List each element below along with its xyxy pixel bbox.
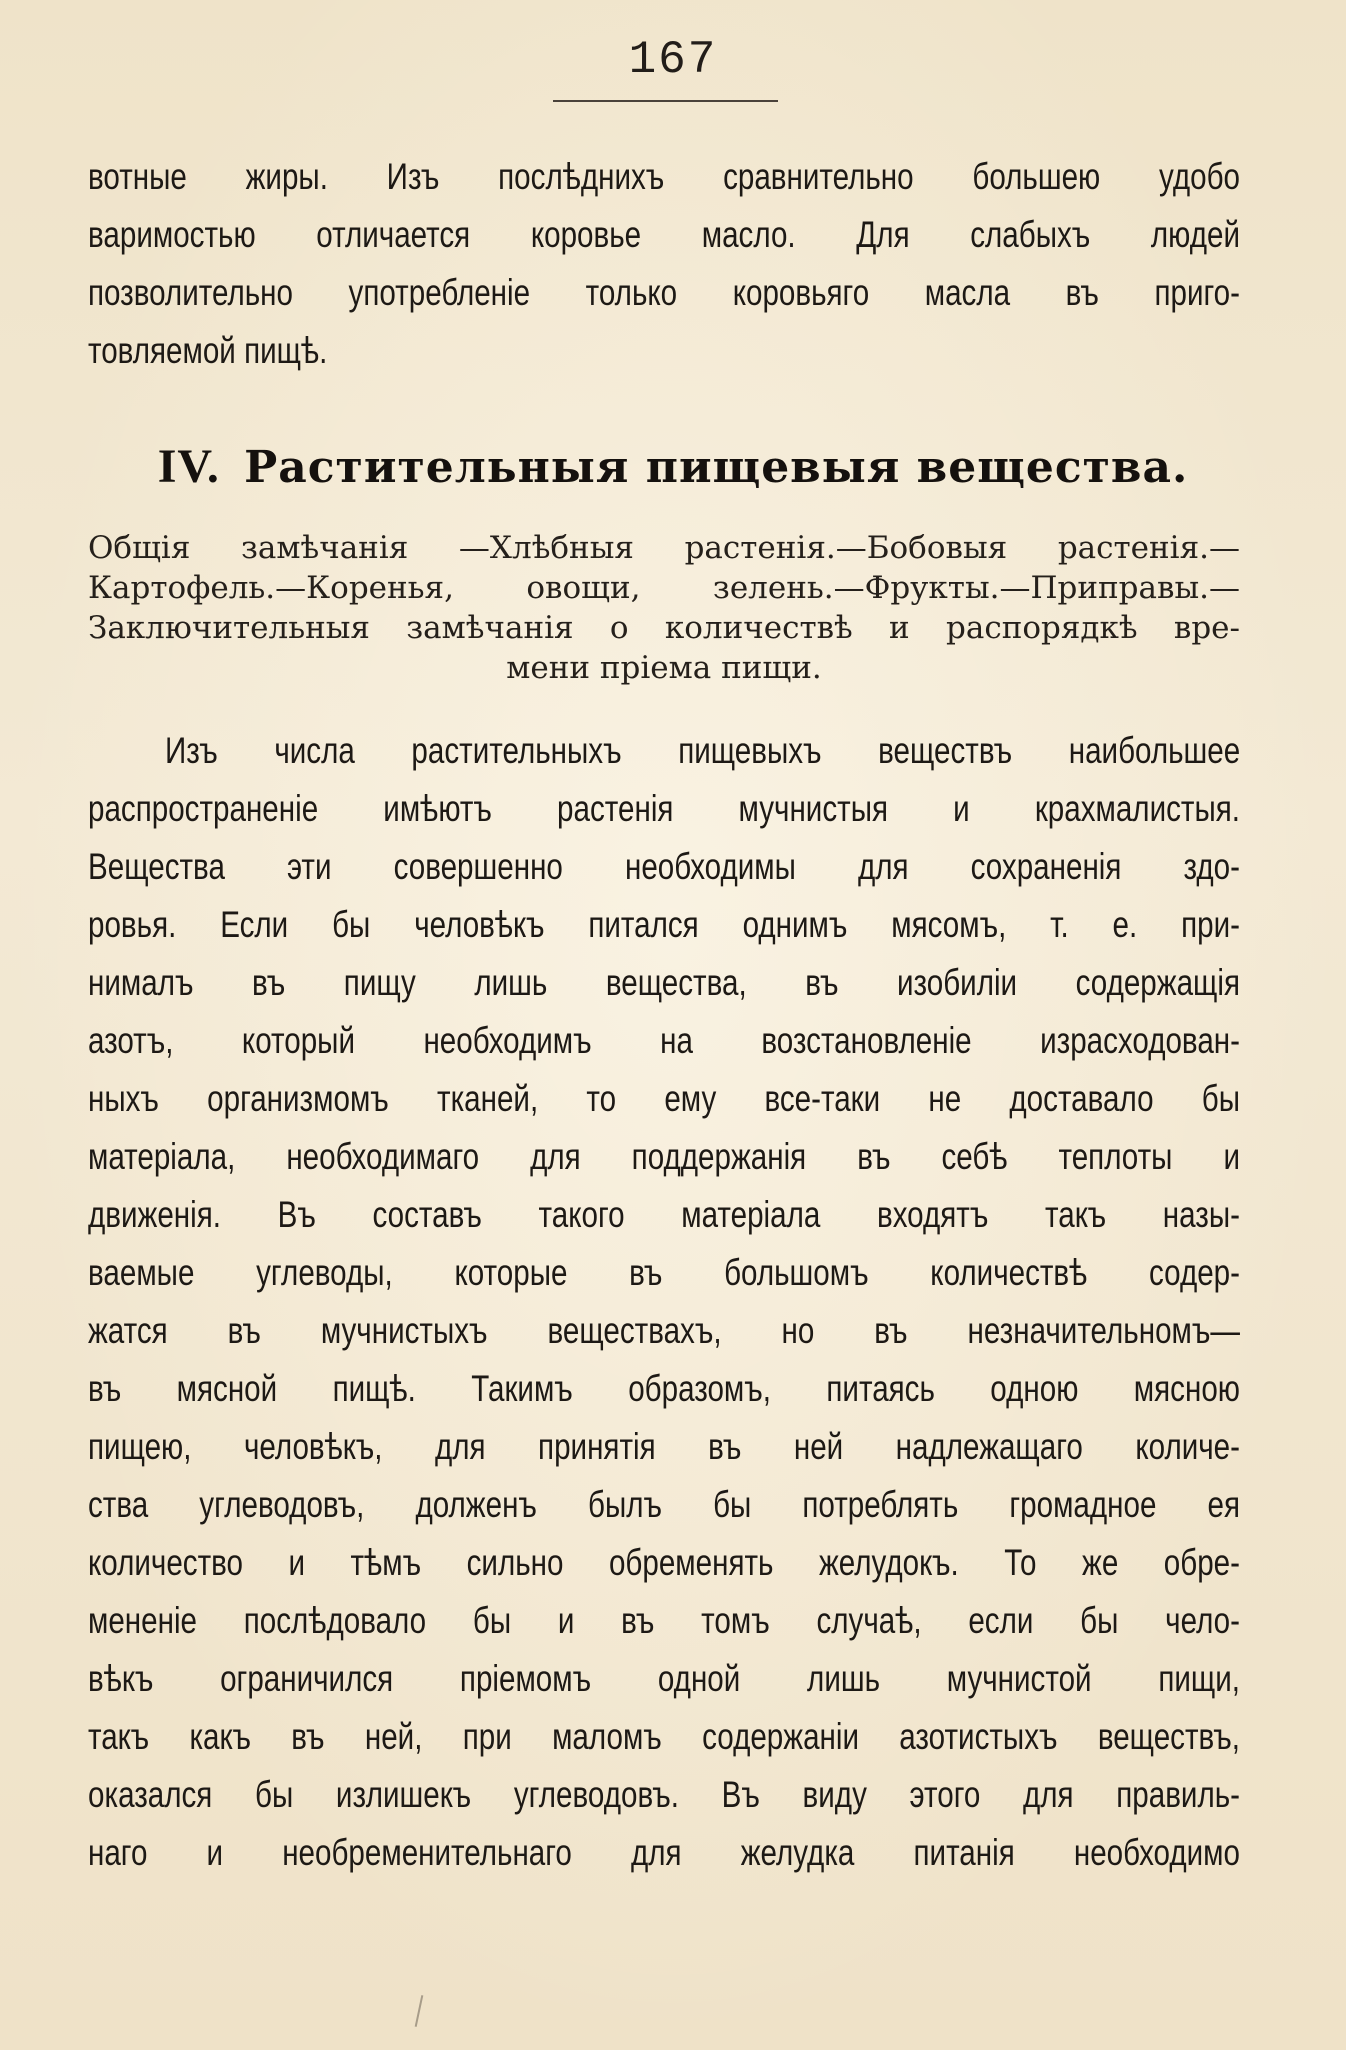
- body-line: наго и необременительнаго для желудка питанія необходимо: [88, 1832, 1240, 1873]
- body-line: количество и тѣмъ сильно обременять желудокъ. То же обре-: [88, 1542, 1240, 1583]
- chapter-heading: [0, 432, 1346, 502]
- body-line: нималъ въ пищу лишь вещества, въ изобиліи содержащія: [88, 962, 1240, 1003]
- body-line: жатся въ мучнистыхъ веществахъ, но въ незначительномъ—: [88, 1310, 1240, 1351]
- body-line: ваемые углеводы, которые въ большомъ количествѣ содер-: [88, 1252, 1240, 1293]
- continuation-line: вотные жиры. Изъ послѣднихъ сравнительно большею удобо: [88, 156, 1240, 197]
- chapter-title: Растительныя пищевыя вещества.: [244, 442, 1189, 493]
- continuation-line: варимостью отличается коровье масло. Для слабыхъ людей: [88, 214, 1240, 255]
- body-line: ныхъ организмомъ тканей, то ему все-таки не доставало бы: [88, 1078, 1240, 1119]
- summary-line: Картофель.—Коренья, овощи, зелень.—Фрукты.—Приправы.—: [88, 570, 1240, 606]
- body-line: пищею, человѣкъ, для принятія въ ней надлежащаго количе-: [88, 1426, 1240, 1467]
- scan-mark: [415, 1995, 424, 2027]
- continuation-line: позволительно употребленіе только коровьяго масла въ приго-: [88, 272, 1240, 313]
- body-line: оказался бы излишекъ углеводовъ. Въ виду этого для правиль-: [88, 1774, 1240, 1815]
- body-line: въ мясной пищѣ. Такимъ образомъ, питаясь одною мясною: [88, 1368, 1240, 1409]
- summary-line: Общія замѣчанія —Хлѣбныя растенія.—Бобовыя растенія.—: [88, 530, 1240, 566]
- continuation-line: товляемой пищѣ.: [88, 330, 328, 371]
- body-line: движенія. Въ составъ такого матеріала входятъ такъ назы-: [88, 1194, 1240, 1235]
- body-line: ства углеводовъ, долженъ былъ бы потреблять громадное ея: [88, 1484, 1240, 1525]
- header-rule: [553, 100, 778, 102]
- page-number: 167: [628, 34, 718, 86]
- summary-line: Заключительныя замѣчанія о количествѣ и распорядкѣ вре-: [88, 610, 1240, 646]
- chapter-numeral: IV.: [157, 440, 220, 493]
- body-line: распространеніе имѣютъ растенія мучнистыя и крахмалистыя.: [88, 788, 1240, 829]
- body-line: вѣкъ ограничился пріемомъ одной лишь мучнистой пищи,: [88, 1658, 1240, 1699]
- summary-line: мени пріема пищи.: [506, 650, 822, 686]
- body-line: Вещества эти совершенно необходимы для сохраненія здо-: [88, 846, 1240, 887]
- body-line: мененіе послѣдовало бы и въ томъ случаѣ, если бы чело-: [88, 1600, 1240, 1641]
- body-line: ровья. Если бы человѣкъ питался однимъ мясомъ, т. е. при-: [88, 904, 1240, 945]
- body-line: азотъ, который необходимъ на возстановленіе израсходован-: [88, 1020, 1240, 1061]
- body-line: Изъ числа растительныхъ пищевыхъ веществъ наибольшее: [165, 730, 1241, 771]
- body-line: такъ какъ въ ней, при маломъ содержаніи азотистыхъ веществъ,: [88, 1716, 1240, 1757]
- body-line: матеріала, необходимаго для поддержанія въ себѣ теплоты и: [88, 1136, 1240, 1177]
